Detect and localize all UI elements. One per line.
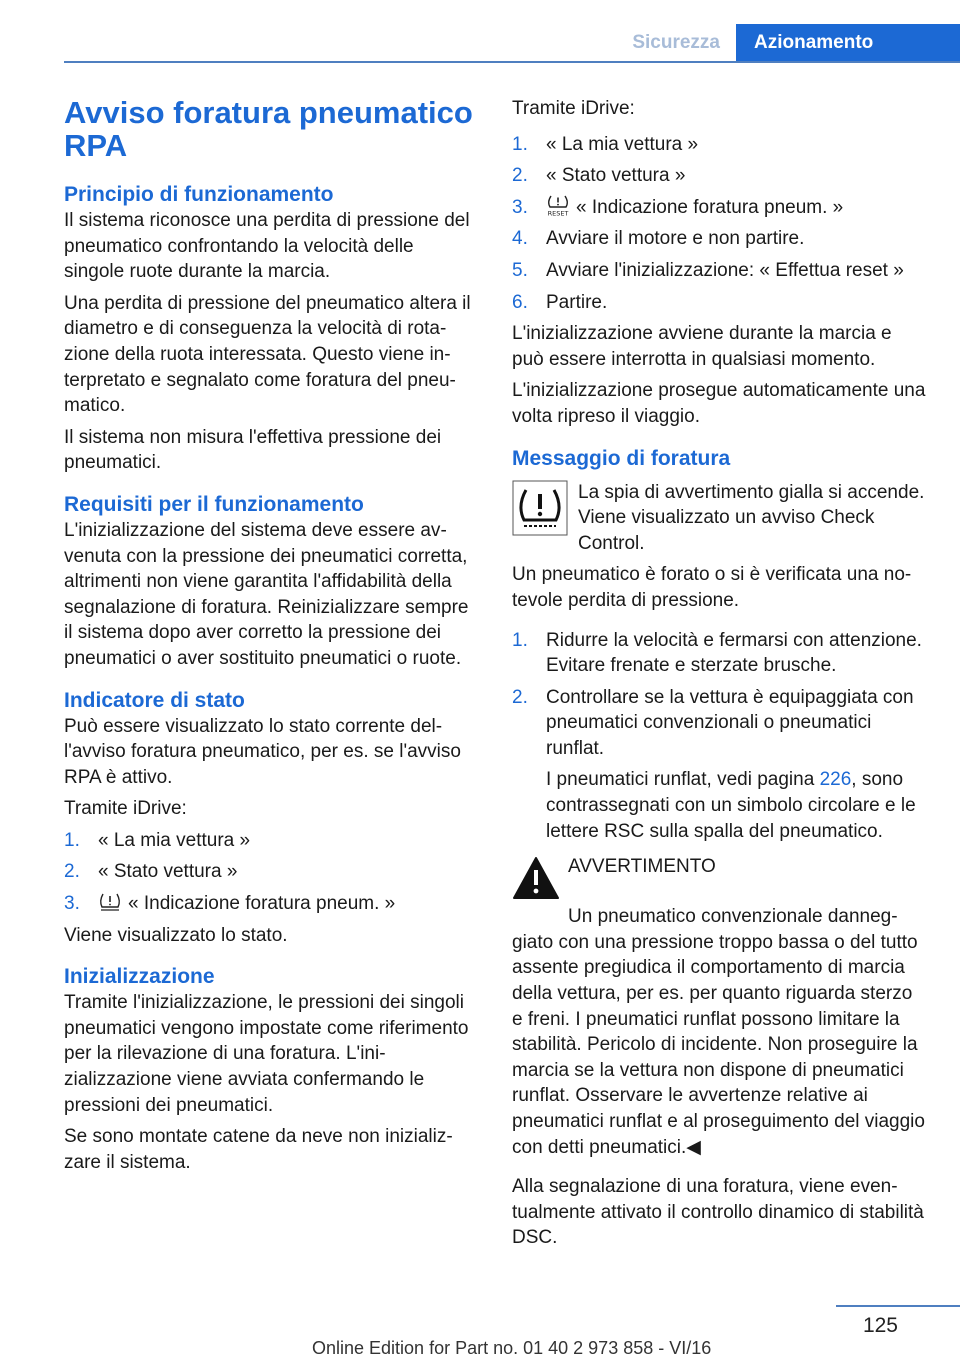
step-number: 6.	[512, 291, 528, 313]
warning-light-text: La spia di avvertimento gialla si accende. Viene visualizzato un avviso Check Control.	[578, 481, 925, 554]
list-item	[64, 828, 478, 854]
step-text: « Indicazione foratura pneum. »	[576, 196, 844, 218]
step-number: 5.	[512, 259, 528, 281]
list-item	[512, 195, 926, 221]
warning-text: Un pneumatico convenzionale danneggiato con una pressione troppo bassa o del tutto assente pregiudica il comportamento di marcia della vettura, per es. per quanto riguarda sterzo e freni. I pneumatici runflat possono limitare la stabilità. Pericolo di incidente. Non proseguire la marcia se la vettura non dispone di pneumatici runflat. Osservare le avvertenze relative ai pneumatici runflat e al proseguimento del viaggio con detti pneumatici.◀	[512, 906, 925, 1158]
step-text: « Stato vettura »	[98, 861, 238, 883]
status-steps-list	[64, 828, 478, 917]
step-text: « Stato vettura »	[546, 165, 686, 187]
paragraph: Può essere visualizzato lo stato corrente dell'avviso foratura pneumatico, per es. se l'avviso RPA è attivo.	[64, 715, 461, 788]
list-item	[512, 258, 926, 284]
paragraph: Una perdita di pressione del pneumatico altera il diametro e di conseguenza la velocità di rotazione della ruota interessata. Questo viene interpretato e segnalato come foratura del pneumatico.	[64, 292, 471, 417]
reset-label: RESET	[547, 209, 569, 217]
tab-chapter[interactable]: Azionamento	[736, 24, 960, 62]
paragraph: Se sono montate catene da neve non inizializzare il sistema.	[64, 1126, 453, 1173]
warning-light-block	[512, 480, 926, 557]
page-reference-link[interactable]: 226	[819, 769, 852, 791]
paragraph: Viene visualizzato lo stato.	[64, 924, 288, 946]
paragraph: Tramite iDrive:	[64, 798, 187, 820]
runflat-note-post: , sono contrassegnati con un simbolo circolare e le lettere RSC sulla spalla del pneumatico.	[546, 769, 916, 842]
section-title-requirements: Requisiti per il funzionamento	[64, 492, 364, 516]
paragraph: Tramite l'inizializzazione, le pressioni dei singoli pneumatici vengono impostate come riferimento per la rilevazione di una foratura. L'inizializzazione viene avviata confermando le pressioni dei pneumatici.	[64, 992, 469, 1116]
list-item	[64, 859, 478, 885]
step-number: 4.	[512, 228, 528, 250]
step-number: 2.	[64, 861, 80, 883]
paragraph: Il sistema non misura l'effettiva pressione dei pneumatici.	[64, 426, 442, 474]
step-text: « La mia vettura »	[546, 133, 699, 155]
step-number: 1.	[64, 829, 80, 851]
list-item	[512, 290, 926, 316]
step-number: 3.	[512, 196, 528, 218]
step-number: 1.	[512, 133, 528, 155]
step-text: Ridurre la velocità e fermarsi con attenzione. Evitare frenate e sterzate brusche.	[546, 629, 922, 677]
page-header	[0, 0, 960, 62]
paragraph: L'inizializzazione prosegue automaticamente una volta ripreso il viaggio.	[512, 380, 926, 427]
page-title: Avviso foratura pneumatico RPA	[64, 95, 473, 163]
right-column	[512, 96, 926, 1257]
paragraph: L'inizializzazione del sistema deve essere avvenuta con la pressione dei pneumatici corretta, altrimenti non viene garantita l'affidabilità della segnalazione di foratura. Reinizializzare sempre il sistema dopo aver corretto la pressione dei pneumatici o aver sostituito pneumatici o ruote.	[64, 519, 469, 669]
page-number: 125	[862, 1314, 898, 1337]
section-title-status: Indicatore di stato	[64, 688, 245, 712]
tab-section[interactable]: Sicurezza	[610, 26, 736, 62]
section-title-principle: Principio di funzionamento	[64, 183, 334, 206]
paragraph: Alla segnalazione di una foratura, viene eventualmente attivato il controllo dinamico di stabilità DSC.	[512, 1176, 924, 1249]
left-column	[64, 96, 478, 1181]
step-number: 2.	[512, 686, 528, 708]
step-text: Avviare il motore e non partire.	[546, 228, 805, 250]
paragraph: L'inizializzazione avviene durante la marcia e può essere interrotta in qualsiasi momento.	[512, 323, 892, 370]
paragraph: Il sistema riconosce una perdita di pressione del pneumatico confrontando la velocità delle singole ruote durante la marcia.	[64, 210, 470, 283]
step-text: Avviare l'inizializzazione: « Effettua reset »	[546, 259, 904, 281]
tire-reset-icon	[546, 195, 570, 217]
list-item	[512, 132, 926, 158]
step-number: 1.	[512, 629, 528, 651]
step-text: Partire.	[546, 291, 608, 313]
section-title-initialization: Inizializzazione	[64, 965, 215, 989]
step-number: 2.	[512, 165, 528, 187]
edition-text: Online Edition for Part no. 01 40 2 973 858 - VI/16	[312, 1338, 712, 1358]
section-title-puncture-message: Messaggio di foratura	[512, 446, 731, 470]
step-text: « La mia vettura »	[98, 829, 251, 851]
runflat-note-pre: I pneumatici runflat, vedi pagina	[546, 769, 820, 791]
runflat-note	[546, 767, 926, 844]
tire-pressure-icon	[98, 891, 122, 913]
warning-title: AVVERTIMENTO	[568, 856, 716, 878]
list-item	[512, 226, 926, 252]
paragraph: Tramite iDrive:	[512, 98, 635, 119]
puncture-steps-list	[512, 628, 926, 762]
step-text: « Indicazione foratura pneum. »	[128, 893, 396, 915]
list-item	[512, 163, 926, 189]
tire-warning-light-icon	[512, 480, 568, 536]
step-number: 3.	[64, 893, 80, 915]
paragraph: Un pneumatico è forato o si è verificata una notevole perdita di pressione.	[512, 564, 912, 611]
header-rule	[64, 61, 960, 63]
footer-rule	[836, 1305, 960, 1307]
init-steps-list	[512, 132, 926, 316]
list-item	[512, 685, 926, 762]
list-item	[64, 891, 478, 917]
list-item	[512, 628, 926, 679]
warning-block	[512, 854, 926, 900]
step-text: Controllare se la vettura è equipaggiata con pneumatici convenzionali o pneumatici runflat.	[546, 686, 914, 759]
warning-triangle-icon	[512, 856, 560, 900]
